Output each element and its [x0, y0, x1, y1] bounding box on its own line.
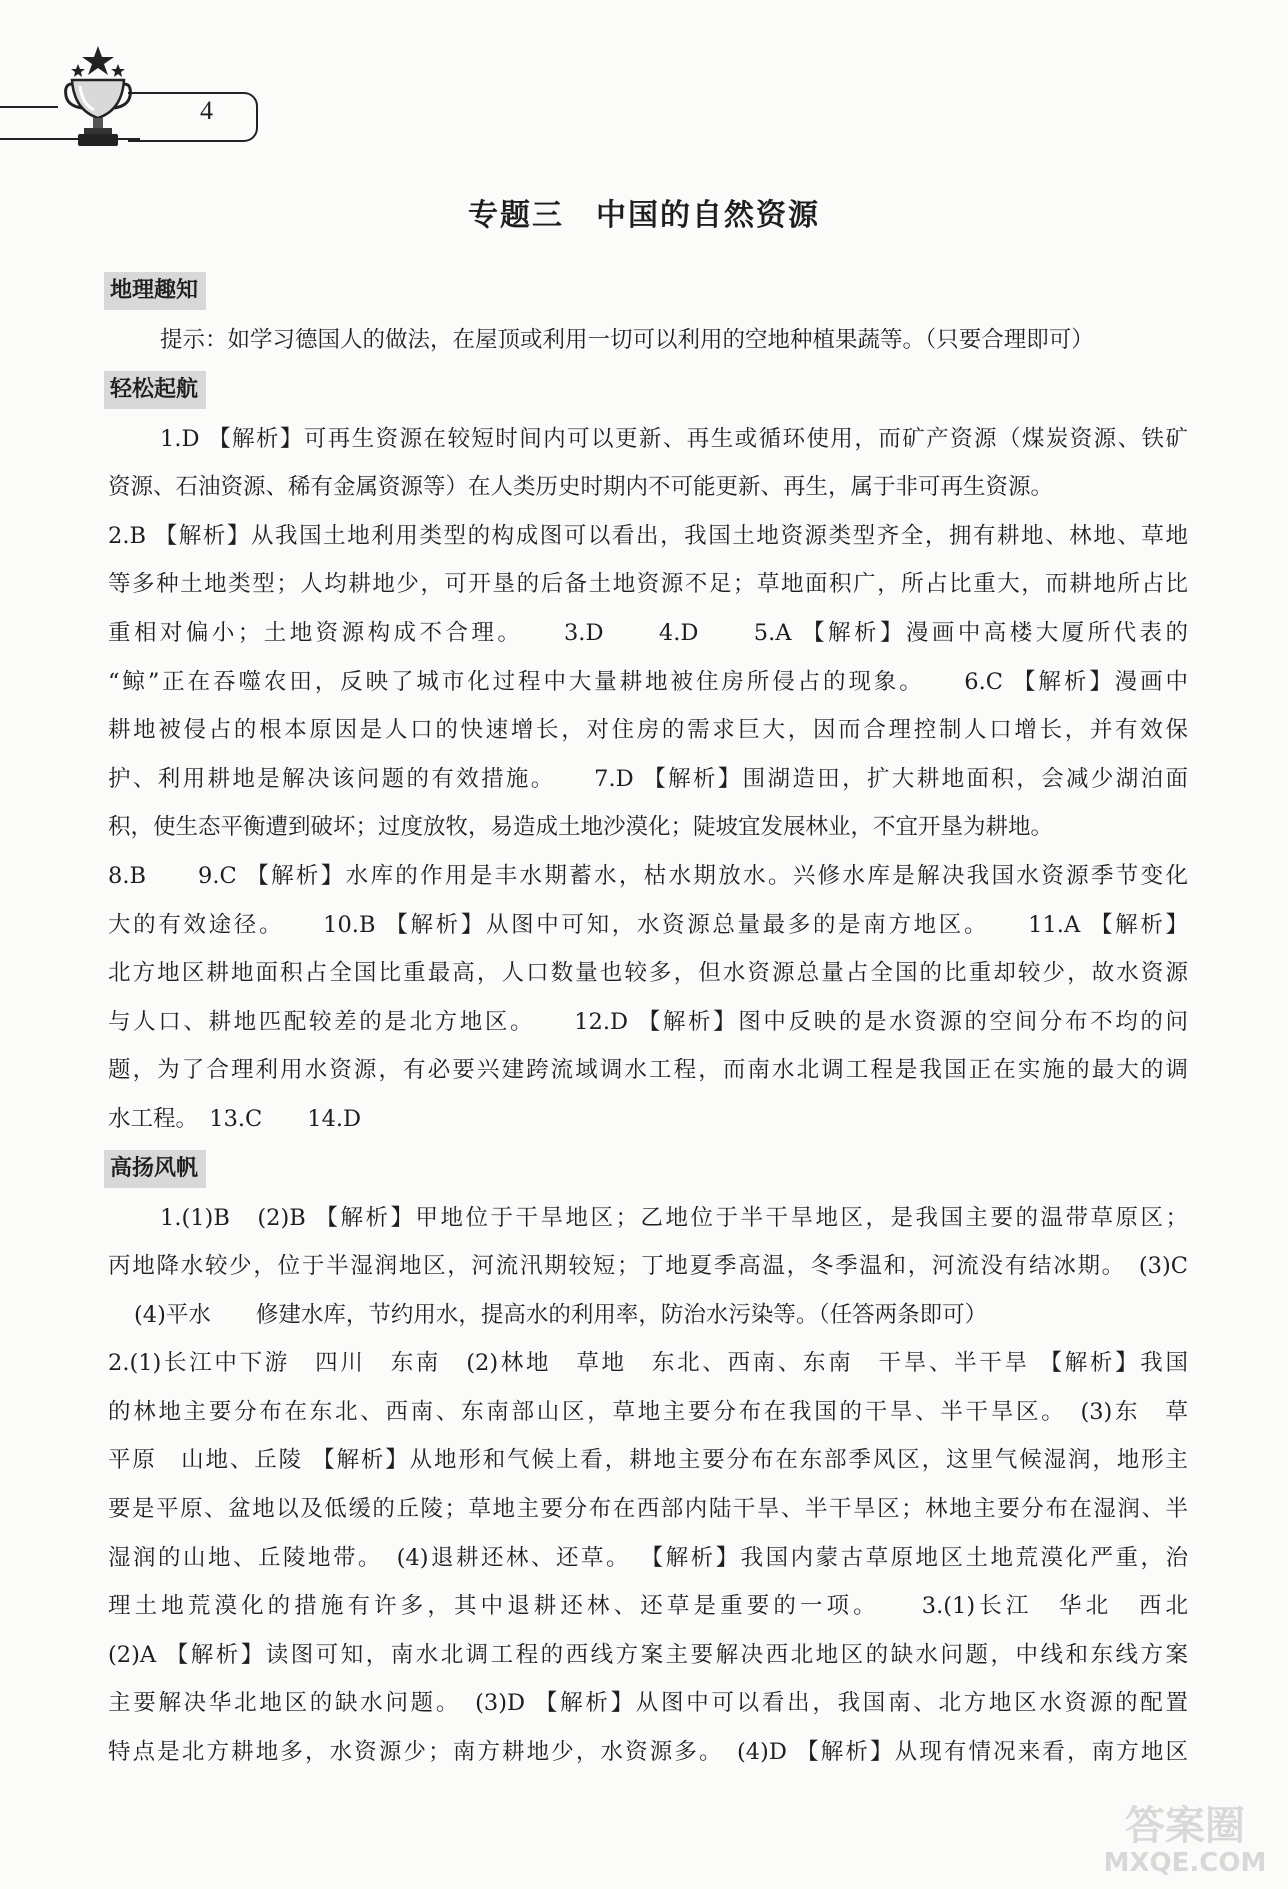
paragraph-line: 湿润的山地、丘陵地带。 (4)退耕还林、还草。 【解析】我国内蒙古草原地区土地荒漠化严重，治 — [108, 1544, 1188, 1571]
paragraph-line: 水工程。 13.C 14.D — [108, 1105, 362, 1132]
paragraph-line: 耕地被侵占的根本原因是人口的快速增长，对住房的需求巨大，因而合理控制人口增长，并有效保 — [108, 717, 1188, 744]
paragraph-line: 北方地区耕地面积占全国比重最高，人口数量也较多，但水资源总量占全国的比重却较少，故水资源 — [108, 960, 1188, 987]
paragraph-line: 理土地荒漠化的措施有许多，其中退耕还林、还草是重要的一项。 3.(1)长江 华北 西北 — [108, 1593, 1188, 1620]
paragraph-line: 与人口、耕地匹配较差的是北方地区。 12.D 【解析】图中反映的是水资源的空间分布不均的问 — [108, 1008, 1188, 1035]
paragraph-line: 丙地降水较少，位于半湿润地区，河流汛期较短；丁地夏季高温，冬季温和，河流没有结冰期。 (3)C — [108, 1253, 1188, 1280]
trophy-icon — [58, 44, 138, 149]
paragraph-line: 特点是北方耕地多，水资源少；南方耕地少，水资源多。 (4)D 【解析】从现有情况来看，南方地区 — [108, 1739, 1188, 1766]
paragraph-line: 1.(1)B (2)B 【解析】甲地位于干旱地区；乙地位于半干旱地区，是我国主要的温带草原区； — [160, 1204, 1188, 1231]
paragraph-line: 积，使生态平衡遭到破坏；过度放牧，易造成土地沙漠化；陡坡宜发展林业，不宜开垦为耕地。 — [108, 814, 1054, 841]
watermark-url-text: MXQE.COM — [1103, 1848, 1267, 1878]
paragraph-line: 护、利用耕地是解决该问题的有效措施。 7.D 【解析】围湖造田，扩大耕地面积，会减少湖泊面 — [108, 765, 1188, 792]
header-rule-top — [0, 106, 58, 108]
paragraph-line: 大的有效途径。 10.B 【解析】从图中可知，水资源总量最多的是南方地区。 11.A 【解析】 — [108, 911, 1188, 938]
watermark-logo-text: 答案圈 — [1125, 1803, 1245, 1849]
site-watermark — [1090, 1791, 1280, 1881]
paragraph-line: 等多种土地类型；人均耕地少，可开垦的后备土地资源不足；草地面积广，所占比重大，而耕地所占比 — [108, 571, 1188, 598]
section-heading-full-sail: 高扬风帆 — [104, 1150, 206, 1188]
paragraph-line: 提示：如学习德国人的做法，在屋顶或利用一切可以利用的空地种植果蔬等。（只要合理即可） — [160, 327, 1094, 353]
section-heading-easy-start: 轻松起航 — [104, 371, 206, 409]
paragraph-line: 1.D 【解析】可再生资源在较短时间内可以更新、再生或循环使用，而矿产资源（煤炭资源、铁矿 — [160, 425, 1188, 452]
paragraph-line: 2.B 【解析】从我国土地利用类型的构成图可以看出，我国土地资源类型齐全，拥有耕地、林地、草地 — [108, 522, 1188, 549]
paragraph-line: (4)平水 修建水库，节约用水，提高水的利用率，防治水污染等。（任答两条即可） — [134, 1301, 988, 1328]
paragraph-line: (2)A 【解析】读图可知，南水北调工程的西线方案主要解决西北地区的缺水问题，中线和东线方案 — [108, 1641, 1188, 1668]
paragraph-line: 重相对偏小；土地资源构成不合理。 3.D 4.D 5.A 【解析】漫画中高楼大厦所代表的 — [108, 619, 1188, 646]
page-header — [0, 44, 270, 154]
paragraph-line: 平原 山地、丘陵 【解析】从地形和气候上看，耕地主要分布在东部季风区，这里气候湿润，地形主 — [108, 1447, 1188, 1474]
section-heading-fun-facts: 地理趣知 — [104, 272, 206, 310]
paragraph-line: 题，为了合理利用水资源，有必要兴建跨流域调水工程，而南水北调工程是我国正在实施的最大的调 — [108, 1057, 1188, 1084]
answer-content — [108, 266, 1188, 1777]
page-title: 专题三 中国的自然资源 — [468, 198, 820, 233]
paragraph-line: 主要解决华北地区的缺水问题。 (3)D 【解析】从图中可以看出，我国南、北方地区水资源的配置 — [108, 1690, 1188, 1717]
paragraph-line: 要是平原、盆地以及低缓的丘陵；草地主要分布在西部内陆干旱、半干旱区；林地主要分布在湿润、半 — [108, 1496, 1188, 1523]
paragraph-line: 资源、石油资源、稀有金属资源等）在人类历史时期内不可能更新、再生，属于非可再生资源。 — [108, 474, 1054, 501]
paragraph-line: “鲸”正在吞噬农田，反映了城市化过程中大量耕地被住房所侵占的现象。 6.C 【解析】漫画中 — [108, 668, 1188, 695]
paragraph-line: 2.(1)长江中下游 四川 东南 (2)林地 草地 东北、西南、东南 干旱、半干旱 【解析】我国 — [108, 1350, 1188, 1377]
page-number: 4 — [200, 96, 213, 125]
page-number-tab — [128, 92, 258, 142]
paragraph-line: 8.B 9.C 【解析】水库的作用是丰水期蓄水，枯水期放水。兴修水库是解决我国水资源季节变化 — [108, 862, 1188, 889]
paragraph-line: 的林地主要分布在东北、西南、东南部山区，草地主要分布在我国的干旱、半干旱区。 (3)东 草 — [108, 1398, 1188, 1425]
